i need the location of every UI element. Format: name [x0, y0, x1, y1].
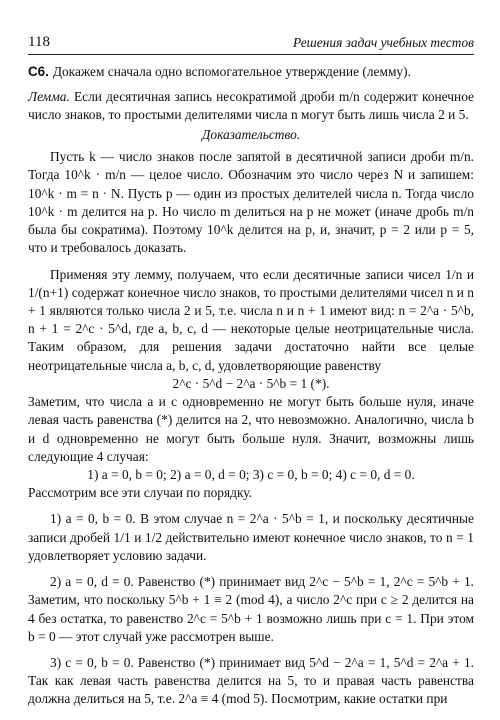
lemma-paragraph	[28, 88, 474, 124]
body-paragraph-1: Применяя эту лемму, получаем, что если десятичные записи чисел 1/n и 1/(n+1) содержат конечное число знаков, то простыми делителями чисел n и n + 1 являются только числа 2 и 5, т.е. числа n и n + 1 имеют вид: n = 2^a · 5^b, n + 1 = 2^c · 5^d, где a, b, c, d — некоторые целые неотрицательные числа. Таким образом, для решения задачи достаточно найти все целые неотрицательные числа a, b, c, d, удовлетворяющие равенству	[28, 266, 474, 373]
page-number: 118	[28, 34, 50, 50]
case-2-paragraph: 2) a = 0, d = 0. Равенство (*) принимает вид 2^c − 5^b = 1, 2^c = 5^b + 1. Заметим, что поскольку 5^b + 1 ≡ 2 (mod 4), а число 2^c при c ≥ 2 делится на 4 без остатка, то равенство 2^c = 5^b + 1 возможно лишь при c = 1. При этом b = 0 — этот случай уже рассмотрен выше.	[28, 574, 474, 644]
case-1-paragraph: 1) a = 0, b = 0. В этом случае n = 2^a · 5^b = 1, и поскольку десятичные записи дробей 1/1 и 1/2 действительно имеют конечное число знаков, то n = 1 удовлетворяет условию задачи.	[28, 511, 474, 563]
lemma-name: Лемма.	[28, 88, 70, 104]
body-paragraph-2: Заметим, что числа a и c одновременно не могут быть больше нуля, иначе левая часть равенства (*) делится на 2, что невозможно. Аналогично, числа b и d одновременно не могут быть больше нуля. Значит, возможны лишь следующие 4 случая:	[28, 394, 474, 464]
running-title: Решения задач учебных тестов	[293, 35, 474, 51]
section-intro	[28, 63, 474, 81]
case-3-paragraph: 3) c = 0, b = 0. Равенство (*) принимает вид 5^d − 2^a = 1, 5^d = 2^a + 1. Так как левая часть равенства делится на 5, то и правая часть равенства должна делиться на 5, т.е. 2^a ≡ 4 (mod 5). Посмотрим, какие остатки при	[28, 654, 474, 707]
body-paragraph-3: Рассмотрим все эти случаи по порядку.	[28, 485, 252, 501]
cases-list: 1) a = 0, b = 0; 2) a = 0, d = 0; 3) c = 0, b = 0; 4) c = 0, d = 0.	[87, 466, 415, 482]
main-equation: 2^c · 5^d − 2^a · 5^b = 1 (*).	[172, 375, 330, 391]
section-label: С6.	[28, 64, 49, 80]
proof-heading: Доказательство.	[201, 127, 301, 143]
lemma-text: Если десятичная запись несократимой дроби m/n содержит конечное число знаков, то простыми делителями числа n могут быть лишь числа 2 и 5.	[28, 88, 474, 122]
section-intro-text: Докажем сначала одно вспомогательное утверждение (лемму).	[52, 64, 411, 80]
textbook-page	[28, 32, 474, 709]
page-header	[28, 32, 474, 55]
proof-text: Пусть k — число знаков после запятой в десятичной записи дроби m/n. Тогда 10^k · m/n — целое число. Обозначим это число через N и запишем: 10^k · m = n · N. Пусть p — один из простых делителей числа n. Тогда число 10^k · m делится на p. Но число m делиться на p не может (иначе дробь m/n была бы сократима). Поэтому 10^k делится на p, и, значит, p = 2 или p = 5, что и требовалось доказать.	[28, 149, 474, 256]
